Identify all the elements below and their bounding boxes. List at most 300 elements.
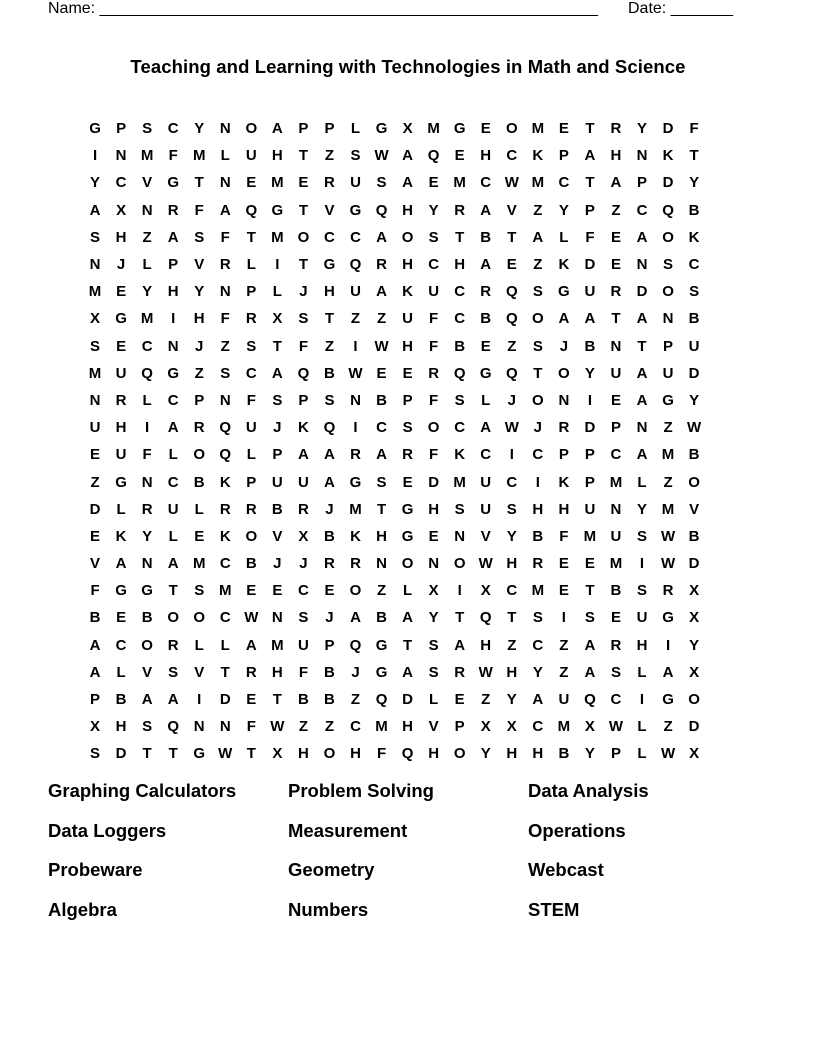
grid-letter: F (689, 120, 699, 138)
grid-letter: H (350, 745, 361, 763)
grid-letter: L (194, 500, 204, 518)
grid-letter: C (532, 446, 544, 464)
grid-letter: F (585, 228, 595, 246)
grid-letter: N (636, 256, 648, 274)
grid-letter: Q (349, 256, 362, 274)
grid-letter: B (480, 228, 492, 246)
grid-letter: C (480, 174, 492, 192)
grid-letter: L (142, 256, 152, 274)
grid-letter: Q (375, 691, 388, 709)
grid-letter: O (688, 691, 700, 709)
grid-letter: M (661, 500, 675, 518)
grid-letter: L (142, 391, 152, 409)
grid-letter: L (116, 500, 126, 518)
grid-letter: U (636, 609, 648, 627)
grid-letter: Q (375, 201, 388, 219)
grid-letter: A (89, 663, 101, 681)
grid-letter: H (558, 500, 570, 518)
grid-letter: X (689, 663, 700, 681)
grid-letter: L (220, 636, 230, 654)
grid-letter: M (192, 147, 206, 165)
grid-letter: M (557, 718, 571, 736)
grid-letter: U (688, 337, 700, 355)
grid-letter: L (403, 582, 413, 600)
grid-letter: R (350, 555, 361, 573)
grid-letter: Q (219, 446, 232, 464)
grid-letter: T (585, 174, 595, 192)
grid-row (82, 305, 730, 332)
grid-letter: Z (90, 473, 100, 491)
grid-letter: N (636, 147, 648, 165)
grid-letter: K (558, 473, 570, 491)
word-bank-item: Measurement (288, 819, 408, 841)
grid-letter: W (660, 527, 676, 545)
grid-letter: X (90, 310, 101, 328)
grid-letter: Q (219, 419, 232, 437)
grid-letter: I (457, 582, 462, 600)
grid-letter: A (610, 174, 622, 192)
grid-letter: S (376, 473, 387, 491)
grid-letter: C (454, 419, 466, 437)
grid-letter: A (402, 609, 413, 627)
grid-letter: L (637, 718, 647, 736)
grid-letter: K (558, 256, 570, 274)
grid-letter: X (428, 582, 439, 600)
grid-letter: S (90, 745, 101, 763)
grid-letter: M (349, 500, 362, 518)
grid-letter: A (636, 364, 648, 382)
grid-letter: P (298, 120, 309, 138)
grid-letter: P (584, 446, 595, 464)
grid-letter: M (609, 555, 623, 573)
grid-letter: Z (611, 201, 621, 219)
grid-letter: U (350, 174, 361, 192)
grid-letter: W (374, 337, 389, 355)
grid-letter: C (376, 419, 387, 437)
grid-letter: P (324, 636, 335, 654)
grid-letter: X (402, 120, 413, 138)
grid-letter: Z (142, 228, 152, 246)
grid-letter: H (271, 663, 283, 681)
grid-letter: N (89, 256, 101, 274)
grid-letter: R (297, 500, 309, 518)
grid-letter: B (376, 609, 387, 627)
grid-letter: P (637, 174, 648, 192)
grid-letter: N (350, 391, 361, 409)
grid-letter: R (245, 663, 257, 681)
grid-letter: U (245, 147, 257, 165)
grid-letter: M (271, 228, 284, 246)
grid-letter: S (272, 391, 283, 409)
grid-letter: N (376, 555, 387, 573)
grid-letter: B (115, 691, 127, 709)
grid-letter: W (244, 609, 259, 627)
grid-letter: Z (663, 718, 673, 736)
grid-letter: P (324, 120, 335, 138)
grid-letter: T (637, 337, 647, 355)
word-bank-item: Numbers (288, 898, 369, 920)
grid-letter: Y (689, 636, 700, 654)
grid-letter: Z (350, 691, 361, 709)
grid-letter: E (610, 256, 621, 274)
grid-letter: A (376, 446, 387, 464)
grid-letter: A (584, 663, 596, 681)
grid-letter: L (168, 446, 178, 464)
grid-letter: Z (350, 310, 361, 328)
grid-letter: F (90, 582, 100, 600)
grid-letter: Z (324, 337, 335, 355)
grid-letter: C (115, 636, 127, 654)
grid-letter: G (115, 582, 127, 600)
grid-letter: B (324, 663, 335, 681)
grid-letter: N (610, 500, 622, 518)
grid-letter: B (324, 691, 335, 709)
grid-row (82, 333, 730, 360)
grid-letter: O (401, 555, 414, 573)
grid-letter: E (90, 446, 101, 464)
grid-letter: B (688, 201, 700, 219)
grid-letter: K (688, 228, 700, 246)
grid-letter: N (454, 527, 466, 545)
grid-letter: T (324, 310, 335, 328)
grid-letter: U (350, 283, 361, 301)
grid-letter: G (662, 609, 674, 627)
grid-letter: L (637, 663, 647, 681)
grid-letter: W (478, 555, 493, 573)
grid-letter: E (402, 473, 413, 491)
grid-letter: V (142, 174, 153, 192)
grid-letter: T (298, 201, 308, 219)
grid-letter: T (142, 745, 152, 763)
grid-letter: U (115, 446, 127, 464)
grid-letter: I (145, 419, 150, 437)
grid-letter: R (454, 663, 466, 681)
grid-letter: I (171, 310, 176, 328)
grid-letter: U (297, 473, 309, 491)
grid-letter: Z (663, 419, 673, 437)
grid-letter: P (558, 147, 569, 165)
grid-letter: Y (689, 174, 700, 192)
grid-letter: W (374, 147, 389, 165)
grid-letter: E (610, 609, 621, 627)
grid-letter: N (610, 337, 622, 355)
grid-letter: B (297, 691, 309, 709)
grid-letter: S (532, 609, 543, 627)
grid-letter: M (531, 174, 545, 192)
grid-letter: S (402, 419, 413, 437)
word-bank-item: Geometry (288, 859, 375, 881)
grid-letter: S (637, 582, 648, 600)
grid-letter: C (480, 446, 492, 464)
grid-letter: Z (220, 337, 230, 355)
grid-letter: G (662, 391, 674, 409)
grid-letter: G (401, 500, 414, 518)
grid-letter: H (402, 201, 413, 219)
grid-letter: B (324, 364, 335, 382)
grid-letter: W (504, 174, 519, 192)
grid-letter: V (506, 201, 517, 219)
grid-letter: E (428, 527, 439, 545)
grid-letter: D (688, 555, 700, 573)
grid-letter: Y (428, 201, 439, 219)
grid-letter: P (610, 419, 621, 437)
grid-letter: H (532, 745, 544, 763)
grid-letter: G (167, 174, 179, 192)
date-line: Date: _______ (628, 0, 733, 17)
grid-letter: Q (505, 283, 518, 301)
grid-letter: Q (323, 419, 336, 437)
grid-letter: R (167, 201, 179, 219)
grid-letter: A (636, 310, 648, 328)
grid-letter: Y (637, 500, 648, 518)
grid-letter: X (116, 201, 127, 219)
grid-letter: Y (637, 120, 648, 138)
grid-letter: O (349, 582, 362, 600)
grid-letter: B (245, 555, 257, 573)
grid-letter: I (639, 691, 645, 709)
grid-letter: L (559, 228, 569, 246)
grid-letter: A (402, 147, 413, 165)
grid-letter: A (271, 120, 283, 138)
grid-row (82, 251, 730, 278)
grid-letter: T (533, 364, 543, 382)
grid-letter: J (533, 419, 542, 437)
grid-letter: C (297, 582, 309, 600)
grid-letter: Y (689, 391, 700, 409)
grid-letter: L (272, 283, 282, 301)
grid-letter: J (273, 555, 282, 573)
grid-letter: J (116, 256, 126, 274)
grid-letter: A (167, 555, 179, 573)
grid-letter: F (429, 446, 439, 464)
word-bank-row (48, 899, 768, 939)
grid-row (82, 169, 730, 196)
grid-letter: J (299, 283, 308, 301)
grid-letter: E (480, 337, 491, 355)
grid-letter: N (141, 473, 153, 491)
word-bank-row (48, 859, 768, 899)
grid-letter: H (428, 745, 440, 763)
grid-letter: V (428, 718, 439, 736)
grid-letter: T (220, 663, 230, 681)
word-bank-item: Algebra (48, 898, 117, 920)
grid-letter: T (272, 691, 282, 709)
grid-letter: Z (324, 718, 335, 736)
grid-letter: T (507, 609, 517, 627)
grid-row (82, 414, 730, 441)
grid-letter: S (324, 391, 335, 409)
grid-letter: Z (507, 337, 517, 355)
word-bank-item: Graphing Calculators (48, 780, 237, 801)
grid-letter: F (246, 718, 256, 736)
grid-letter: E (246, 691, 257, 709)
grid-letter: Y (480, 745, 491, 763)
grid-letter: U (89, 419, 101, 437)
grid-letter: E (90, 527, 101, 545)
grid-letter: H (297, 745, 309, 763)
grid-letter: H (193, 310, 205, 328)
grid-letter: M (609, 473, 623, 491)
grid-letter: V (480, 527, 491, 545)
grid-letter: T (376, 500, 387, 518)
grid-letter: S (506, 500, 517, 518)
grid-letter: X (272, 310, 283, 328)
grid-letter: K (297, 419, 309, 437)
grid-letter: A (402, 663, 413, 681)
grid-letter: M (192, 555, 206, 573)
grid-letter: N (219, 174, 231, 192)
grid-letter: Z (376, 310, 387, 328)
grid-letter: A (584, 147, 596, 165)
grid-letter: G (375, 636, 388, 654)
grid-letter: O (193, 609, 206, 627)
grid-letter: R (324, 555, 335, 573)
grid-letter: H (480, 636, 492, 654)
grid-letter: S (220, 364, 231, 382)
grid-letter: C (454, 283, 466, 301)
grid-letter: Y (194, 283, 205, 301)
grid-letter: A (297, 446, 309, 464)
grid-letter: G (401, 527, 414, 545)
grid-letter: O (141, 636, 153, 654)
grid-letter: N (219, 120, 231, 138)
grid-letter: E (194, 527, 205, 545)
grid-letter: O (531, 310, 544, 328)
grid-letter: D (115, 745, 127, 763)
grid-letter: A (271, 364, 283, 382)
grid-letter: O (245, 120, 258, 138)
grid-letter: H (402, 718, 413, 736)
grid-letter: E (116, 283, 127, 301)
grid-letter: U (584, 500, 596, 518)
header (48, 0, 748, 18)
grid-letter: S (298, 609, 309, 627)
word-bank-row (48, 780, 768, 820)
grid-row (82, 224, 730, 251)
grid-letter: V (90, 555, 101, 573)
grid-letter: Y (90, 174, 101, 192)
grid-letter: Q (453, 364, 466, 382)
grid-letter: H (636, 636, 648, 654)
grid-letter: Y (532, 663, 543, 681)
grid-letter: L (194, 636, 204, 654)
grid-letter: C (610, 691, 622, 709)
grid-letter: S (350, 147, 361, 165)
grid-letter: A (636, 391, 648, 409)
grid-letter: N (558, 391, 570, 409)
grid-letter: I (639, 555, 645, 573)
grid-letter: G (89, 120, 101, 138)
grid-letter: O (688, 473, 700, 491)
grid-letter: J (325, 609, 334, 627)
grid-letter: S (194, 228, 205, 246)
grid-letter: T (194, 174, 204, 192)
grid-letter: L (246, 446, 256, 464)
grid-letter: S (689, 283, 700, 301)
grid-letter: O (453, 555, 466, 573)
grid-letter: P (454, 718, 465, 736)
grid-letter: S (428, 663, 439, 681)
grid-letter: M (531, 120, 545, 138)
grid-letter: N (636, 419, 648, 437)
grid-letter: O (531, 391, 544, 409)
grid-letter: E (246, 174, 257, 192)
grid-letter: G (271, 201, 284, 219)
grid-letter: U (115, 364, 127, 382)
grid-letter: G (375, 663, 388, 681)
grid-letter: X (506, 718, 517, 736)
grid-letter: B (454, 337, 466, 355)
grid-letter: A (480, 201, 492, 219)
grid-letter: P (116, 120, 127, 138)
grid-letter: U (610, 364, 622, 382)
grid-letter: F (298, 663, 308, 681)
grid-letter: N (115, 147, 127, 165)
grid-letter: Y (584, 364, 595, 382)
grid-row (82, 577, 730, 604)
grid-letter: D (428, 473, 440, 491)
grid-letter: H (480, 147, 492, 165)
grid-letter: M (375, 718, 388, 736)
word-bank-row (48, 820, 768, 860)
grid-letter: G (115, 473, 127, 491)
grid-letter: N (428, 555, 440, 573)
grid-letter: X (689, 745, 700, 763)
grid-letter: S (90, 337, 101, 355)
grid-letter: Q (505, 364, 518, 382)
grid-letter: F (429, 391, 439, 409)
grid-letter: C (167, 391, 179, 409)
grid-letter: H (115, 228, 127, 246)
grid-letter: F (220, 310, 230, 328)
grid-letter: I (509, 446, 514, 464)
grid-letter: C (219, 555, 231, 573)
grid-letter: A (454, 636, 466, 654)
grid-letter: F (429, 310, 439, 328)
grid-letter: S (90, 228, 101, 246)
grid-letter: A (324, 446, 335, 464)
grid-letter: R (376, 256, 387, 274)
grid-letter: R (219, 256, 231, 274)
grid-letter: Z (559, 636, 569, 654)
grid-row (82, 142, 730, 169)
grid-row (82, 115, 730, 142)
grid-letter: I (561, 609, 566, 627)
grid-letter: P (663, 337, 674, 355)
grid-letter: S (454, 500, 465, 518)
grid-letter: C (454, 310, 466, 328)
grid-letter: G (479, 364, 492, 382)
grid-letter: L (168, 527, 178, 545)
letter-grid (82, 115, 730, 768)
grid-letter: C (115, 174, 127, 192)
grid-letter: G (349, 473, 362, 491)
grid-letter: H (376, 527, 387, 545)
grid-letter: K (454, 446, 466, 464)
grid-letter: R (245, 500, 257, 518)
grid-letter: C (245, 364, 257, 382)
grid-letter: R (245, 310, 257, 328)
grid-letter: Q (662, 201, 674, 219)
grid-letter: W (687, 419, 702, 437)
grid-row (82, 523, 730, 550)
grid-letter: Y (142, 527, 153, 545)
grid-letter: A (532, 691, 544, 709)
grid-letter: M (219, 582, 232, 600)
grid-letter: C (219, 609, 231, 627)
grid-letter: S (637, 527, 648, 545)
grid-letter: E (506, 256, 517, 274)
